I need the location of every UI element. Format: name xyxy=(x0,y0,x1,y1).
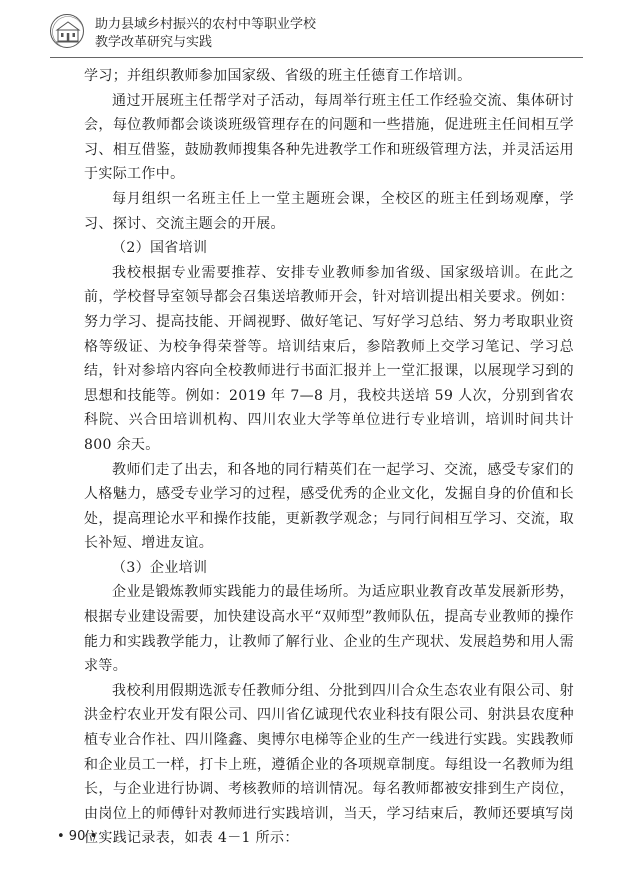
page-number: • 90 • xyxy=(57,829,98,844)
page-header xyxy=(50,14,583,58)
page-body xyxy=(84,64,574,851)
paragraph-class-meeting: 每月组织一名班主任上一堂主题班会课，全校区的班主任到场观摩，学习、探讨、交流主题会的开展。 xyxy=(84,190,574,232)
paragraph-continued: 学习；并组织教师参加国家级、省级的班主任德育工作培训。 xyxy=(84,68,472,84)
paragraph-mentoring: 通过开展班主任帮学对子活动，每周举行班主任工作经验交流、集体研讨会，每位教师都会谈谈班级管理存在的问题和一些措施，促进班主任间相互学习、相互借鉴，鼓励教师搜集各种先进教学工作和班级管理方法，并灵活运用于实际工作中。 xyxy=(84,92,574,183)
paragraph-enterprise-practice: 我校利用假期选派专任教师分组、分批到四川合众生态农业有限公司、射洪金柠农业开发有限公司、四川省亿诚现代农业科技有限公司、射洪县农度种植专业合作社、四川隆鑫、奥博尔电梯等企业的生产一线进行实践。实践教师和企业员工一样，打卡上班，遵循企业的各项规章制度。每组设一名教师为组长，与企业进行协调、考核教师的培训情况。每名教师都被安排到生产岗位，由岗位上的师傅针对教师进行实践培训，当天，学习结束后，教师还要填写岗位实践记录表，如表 4－1 所示： xyxy=(84,682,574,847)
paragraph-enterprise-purpose: 企业是锻炼教师实践能力的最佳场所。为适应职业教育改革发展新形势，根据专业建设需要，加快建设高水平“双师型”教师队伍，提高专业教师的操作能力和实践教学能力，让教师了解行业、企业的生产现状、发展趋势和用人需求等。 xyxy=(84,584,574,675)
book-subtitle: 教学改革研究与实践 xyxy=(95,35,213,50)
school-logo-icon xyxy=(50,14,84,48)
paragraph-training-arrangement: 我校根据专业需要推荐、安排专业教师参加省级、国家级培训。在此之前，学校督导室领导都会召集送培教师开会，针对培训提出相关要求。例如：努力学习、提高技能、开阔视野、做好笔记、写好学习总结、努力考取职业资格等级证、为校争得荣誉等。培训结束后，参陪教师上交学习笔记、学习总结，针对参培内容向全校教师进行书面汇报并上一堂汇报课，以展现学习到的思想和技能等。例如：2019 年 7—8 月，我校共送培 59 人次，分别到省农科院、兴合田培训机构、四川农业大学等单位进行专业培训，培训时间共计 800 余天。 xyxy=(84,264,574,453)
section-heading-national-provincial-training: （2）国省培训 xyxy=(112,240,208,257)
book-title: 助力县域乡村振兴的农村中等职业学校 xyxy=(95,17,317,32)
header-divider xyxy=(50,57,583,58)
paragraph-training-benefits: 教师们走了出去，和各地的同行精英们在一起学习、交流，感受专家们的人格魅力，感受专业学习的过程，感受优秀的企业文化，发掘自身的价值和长处，提高理论水平和操作技能，更新教学观念；与同行间相互学习、交流，取长补短、增进友谊。 xyxy=(84,461,574,552)
section-heading-enterprise-training: （3）企业培训 xyxy=(112,559,208,576)
